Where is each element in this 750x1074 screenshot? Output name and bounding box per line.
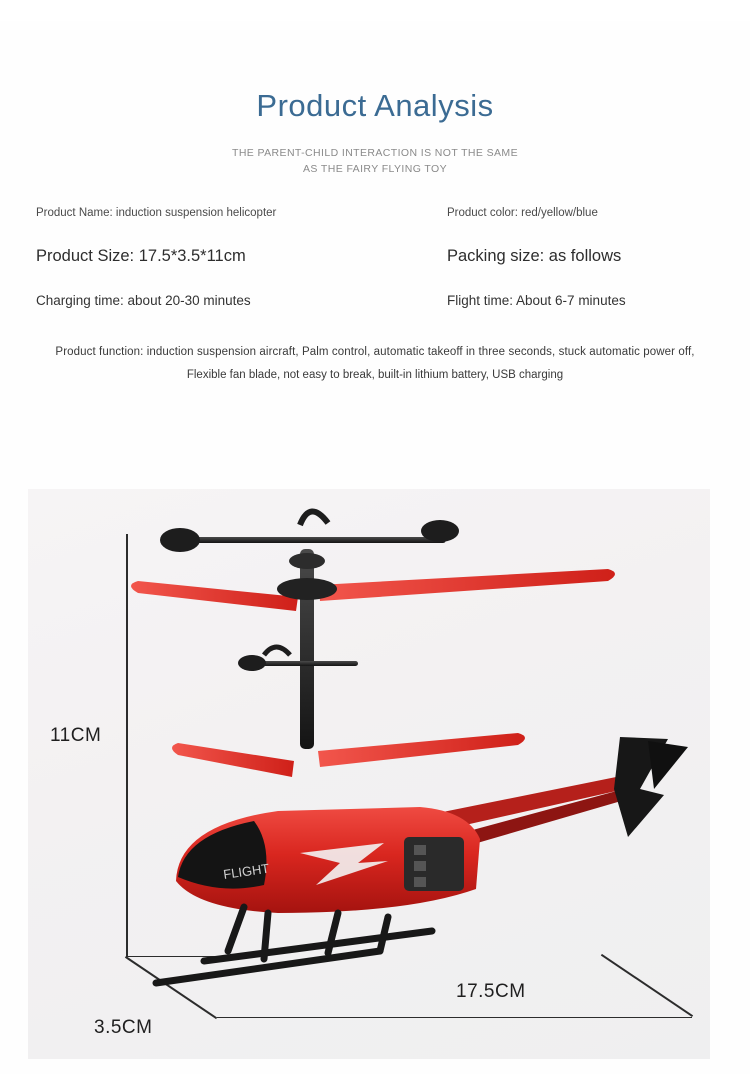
top-stabilizer-bar (160, 511, 459, 552)
product-analysis-page (0, 21, 750, 1074)
fuselage-brand-text: FLIGHT (222, 860, 271, 882)
function-line-1: Product function: induction suspension aircraft, Palm control, automatic takeoff in three seconds, stuck automatic power off, (55, 346, 695, 359)
fuselage (176, 807, 480, 913)
spec-row-name (36, 207, 718, 221)
helicopter-illustration (28, 489, 710, 1059)
subtitle-line-1: THE PARENT-CHILD INTERACTION IS NOT THE SAME (232, 146, 518, 159)
spec-flight-time: Flight time: About 6-7 minutes (447, 292, 626, 308)
tail-fin (614, 737, 688, 837)
subtitle-line-2: AS THE FAIRY FLYING TOY (303, 163, 447, 176)
spec-product-name: Product Name: induction suspension helicopter (36, 207, 277, 220)
page-subtitle (0, 145, 750, 178)
spec-product-color: Product color: red/yellow/blue (447, 207, 598, 220)
function-line-2: Flexible fan blade, not easy to break, built-in lithium battery, USB charging (186, 369, 564, 382)
spec-table (0, 207, 750, 309)
upper-rotor-blades (131, 569, 615, 611)
spec-packing-size: Packing size: as follows (447, 247, 622, 266)
spec-row-time (36, 293, 718, 309)
spec-product-size: Product Size: 17.5*3.5*11cm (36, 247, 246, 266)
lower-rotor-blades (172, 733, 525, 777)
mid-stabilizer-bar (238, 647, 358, 671)
product-function-text (0, 341, 750, 387)
dimension-height-label: 11CM (50, 724, 102, 746)
spec-row-size (36, 247, 718, 267)
page-title: Product Analysis (256, 87, 494, 123)
landing-skids (156, 907, 432, 983)
dimension-length-label: 17.5CM (456, 980, 526, 1002)
spec-charging-time: Charging time: about 20-30 minutes (36, 292, 251, 308)
product-photo (28, 489, 710, 1059)
dimension-depth-label: 3.5CM (94, 1016, 153, 1038)
